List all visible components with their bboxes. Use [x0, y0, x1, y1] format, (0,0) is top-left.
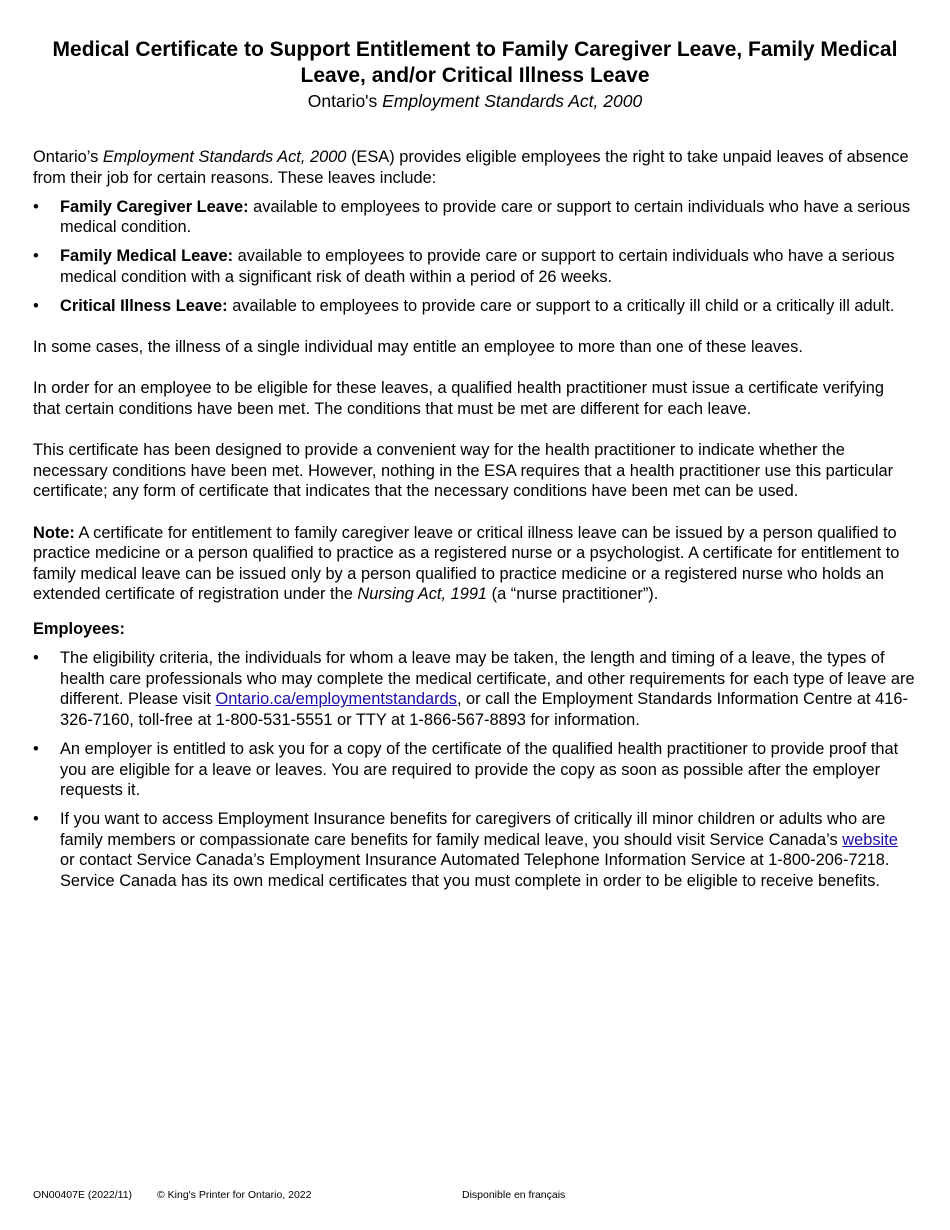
leave-desc: available to employees to provide care or support to certain individuals who have a serious medical condition. — [60, 197, 911, 237]
bullet-icon: • — [33, 247, 39, 266]
intro-paragraph — [33, 147, 915, 188]
subtitle-act: Employment Standards Act, 2000 — [382, 91, 643, 111]
leave-family-caregiver — [33, 197, 915, 238]
intro-suffix: (ESA) provides eligible employees the right to take unpaid leaves of absence from their job for certain reasons. These leaves include: — [33, 148, 909, 187]
leave-desc: available to employees to provide care or support to certain individuals who have a serious medical condition with a significant risk of death within a period of 26 weeks. — [60, 247, 895, 286]
paragraph-multiple-leaves: In some cases, the illness of a single individual may entitle an employee to more than one of these leaves. — [33, 338, 803, 357]
employees-item-eligibility — [33, 648, 915, 730]
note-act: Nursing Act, 1991 — [357, 585, 488, 604]
leave-name: Family Medical Leave: — [60, 247, 234, 266]
leave-family-medical — [33, 246, 915, 287]
footer-french-available: Disponible en français — [462, 1189, 566, 1201]
paragraph-certificate-purpose: This certificate has been designed to provide a convenient way for the health practitioner to indicate whether the necessary conditions have been met. However, nothing in the ESA requires that a health practitioner use this particular certificate; any form of certificate that indicates that the necessary conditions have been met can be used. — [33, 441, 894, 501]
page-title: Medical Certificate to Support Entitlement to Family Caregiver Leave, Family Medical Leave, and/or Critical Illness Leave — [52, 38, 898, 87]
leave-critical-illness — [33, 296, 915, 317]
footer-copyright: © King's Printer for Ontario, 2022 — [157, 1189, 312, 1201]
bullet-icon: • — [33, 297, 39, 316]
bullet-icon: • — [33, 197, 39, 216]
leave-desc: available to employees to provide care or support to a critically ill child or a critically ill adult. — [227, 297, 895, 316]
employees-text: An employer is entitled to ask you for a copy of the certificate of the qualified health practitioner to provide proof that you are eligible for a leave or leaves. You are required to provide the copy as soon as possible after the employer requests it. — [60, 739, 899, 800]
employees-text: The eligibility criteria, the individuals for whom a leave may be taken, the length and timing of a leave, the types of health care professionals who may complete the medical certificate, and other requirements for each type of leave are different. Please visit — [60, 649, 915, 709]
note-text: A certificate for entitlement to family caregiver leave or critical illness leave can be issued by a person qualified to practice medicine or a person qualified to practice as a registered nurse or a psychologist. A certificate for entitlement to family medical leave can be issued only by a person qualified to practice medicine or a registered nurse who holds an extended certificate of registration under the — [33, 523, 900, 604]
employees-text: If you want to access Employment Insurance benefits for caregivers of critically ill minor children or adults who are family members or compassionate care benefits for family medical leave, you should visit Service Canada’s — [60, 810, 886, 849]
intro-act: Employment Standards Act, 2000 — [102, 148, 347, 166]
employment-standards-link[interactable]: Ontario.ca/employmentstandards — [215, 690, 457, 709]
footer-form-number: ON00407E (2022/11) — [33, 1189, 133, 1201]
leave-name: Critical Illness Leave: — [60, 297, 228, 316]
bullet-icon: • — [33, 649, 39, 668]
employees-text: or contact Service Canada’s Employment Insurance Automated Telephone Information Service at 1-800-206-7218. Service Canada has its own medical certificates that you must complete in order to be eligible to receive benefits. — [60, 851, 890, 890]
note-label: Note: — [33, 523, 75, 542]
intro-prefix: Ontario’s — [33, 148, 103, 166]
bullet-icon: • — [33, 810, 39, 829]
leave-name: Family Caregiver Leave: — [60, 197, 249, 216]
document-body — [33, 147, 915, 892]
service-canada-website-link[interactable]: website — [842, 830, 898, 849]
employees-item-employer-copy — [33, 739, 915, 801]
paragraph-eligibility: In order for an employee to be eligible for these leaves, a qualified health practitioner must issue a certificate verifying that certain conditions have been met. The conditions that must be met are different for each leave. — [33, 379, 884, 419]
employees-item-ei-benefits — [33, 809, 915, 891]
employees-text: , or call the Employment Standards Information Centre at 416-326-7160, toll-free at 1-800-531-5551 or TTY at 1-866-567-8893 for information. — [60, 690, 908, 729]
subtitle-prefix: Ontario's — [307, 91, 383, 111]
leaves-list — [33, 197, 915, 317]
page-subtitle — [20, 90, 930, 112]
employees-list — [33, 648, 915, 892]
note-suffix: (a “nurse practitioner”). — [487, 585, 659, 604]
employees-heading: Employees: — [33, 619, 126, 638]
note-paragraph — [33, 523, 915, 605]
bullet-icon: • — [33, 739, 39, 758]
